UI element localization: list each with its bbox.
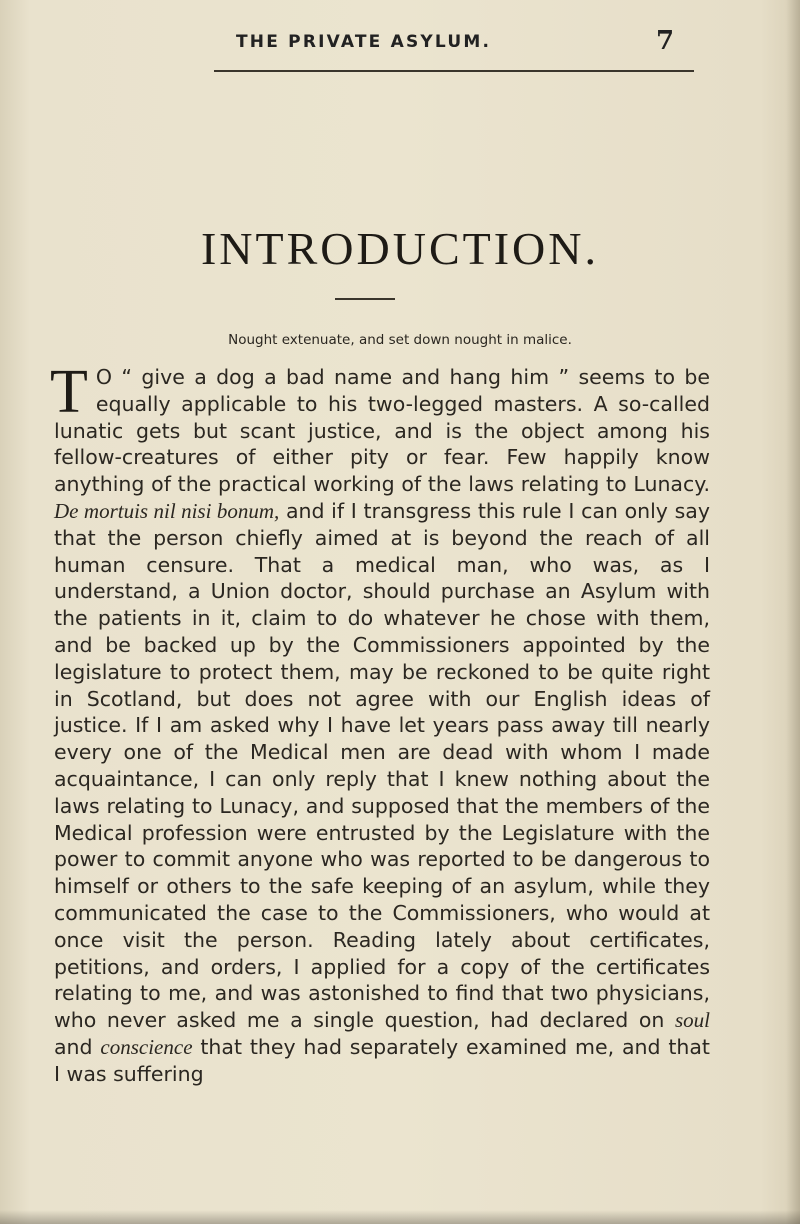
page-edge-shadow: [786, 0, 800, 1224]
body-text: [50, 358, 710, 1088]
chapter-title: INTRODUCTION.: [200, 223, 599, 274]
drop-cap: T: [50, 358, 88, 426]
text-run: that they had separately examined me, and that I was suffering: [54, 1034, 710, 1086]
page-bottom-shadow: [0, 1210, 800, 1224]
emphasis-word: conscience: [100, 1034, 193, 1059]
header-rule: [214, 70, 694, 72]
paragraph: [50, 358, 710, 1088]
running-head: THE PRIVATE ASYLUM.: [236, 32, 492, 52]
text-run: and: [54, 1034, 93, 1059]
page-header: [0, 26, 800, 66]
latin-phrase: De mortuis nil nisi bonum,: [54, 498, 280, 523]
title-rule: [335, 298, 395, 300]
page-number: 7: [656, 26, 675, 56]
emphasis-word: soul: [674, 1008, 710, 1033]
epigraph: Nought extenuate, and set down nought in malice.: [228, 332, 572, 348]
text-run: O “ give a dog a bad name and hang him ” seems to be equally applicable to his two-legged masters. A so-called lunatic gets but scant justice, and is the object among his fellow-creatures of either pity or fear. Few happily know anything of the practical working of the laws relating to Lunacy.: [54, 365, 710, 497]
text-run: and if I transgress this rule I can only say that the person chiefly aimed at is beyond the reach of all human censure. That a medical man, who was, as I understand, a Union doctor, should purchase an Asylum with the patients in it, claim to do whatever he chose with them, and be backed up by the Commissioners appointed by the legislature to protect them, may be reckoned to be quite right in Scotland, but does not agree with our English ideas of justice. If I am asked why I have let years pass away till nearly every one of the Medical men are dead with whom I made acquaintance, I can only reply that I knew nothing about the laws relating to Lunacy, and supposed that the members of the Medical profession were entrusted by the Legislature with the power to commit anyone who was reported to be dangerous to himself or others to the safe keeping of an asylum, while they communicated the case to the Commissioners, who would at once visit the person. Reading lately about certificates, petitions, and orders, I applied for a copy of the certificates relating to me, and was astonished to find that two physicians, who never asked me a single question, had declared on: [54, 498, 710, 1033]
